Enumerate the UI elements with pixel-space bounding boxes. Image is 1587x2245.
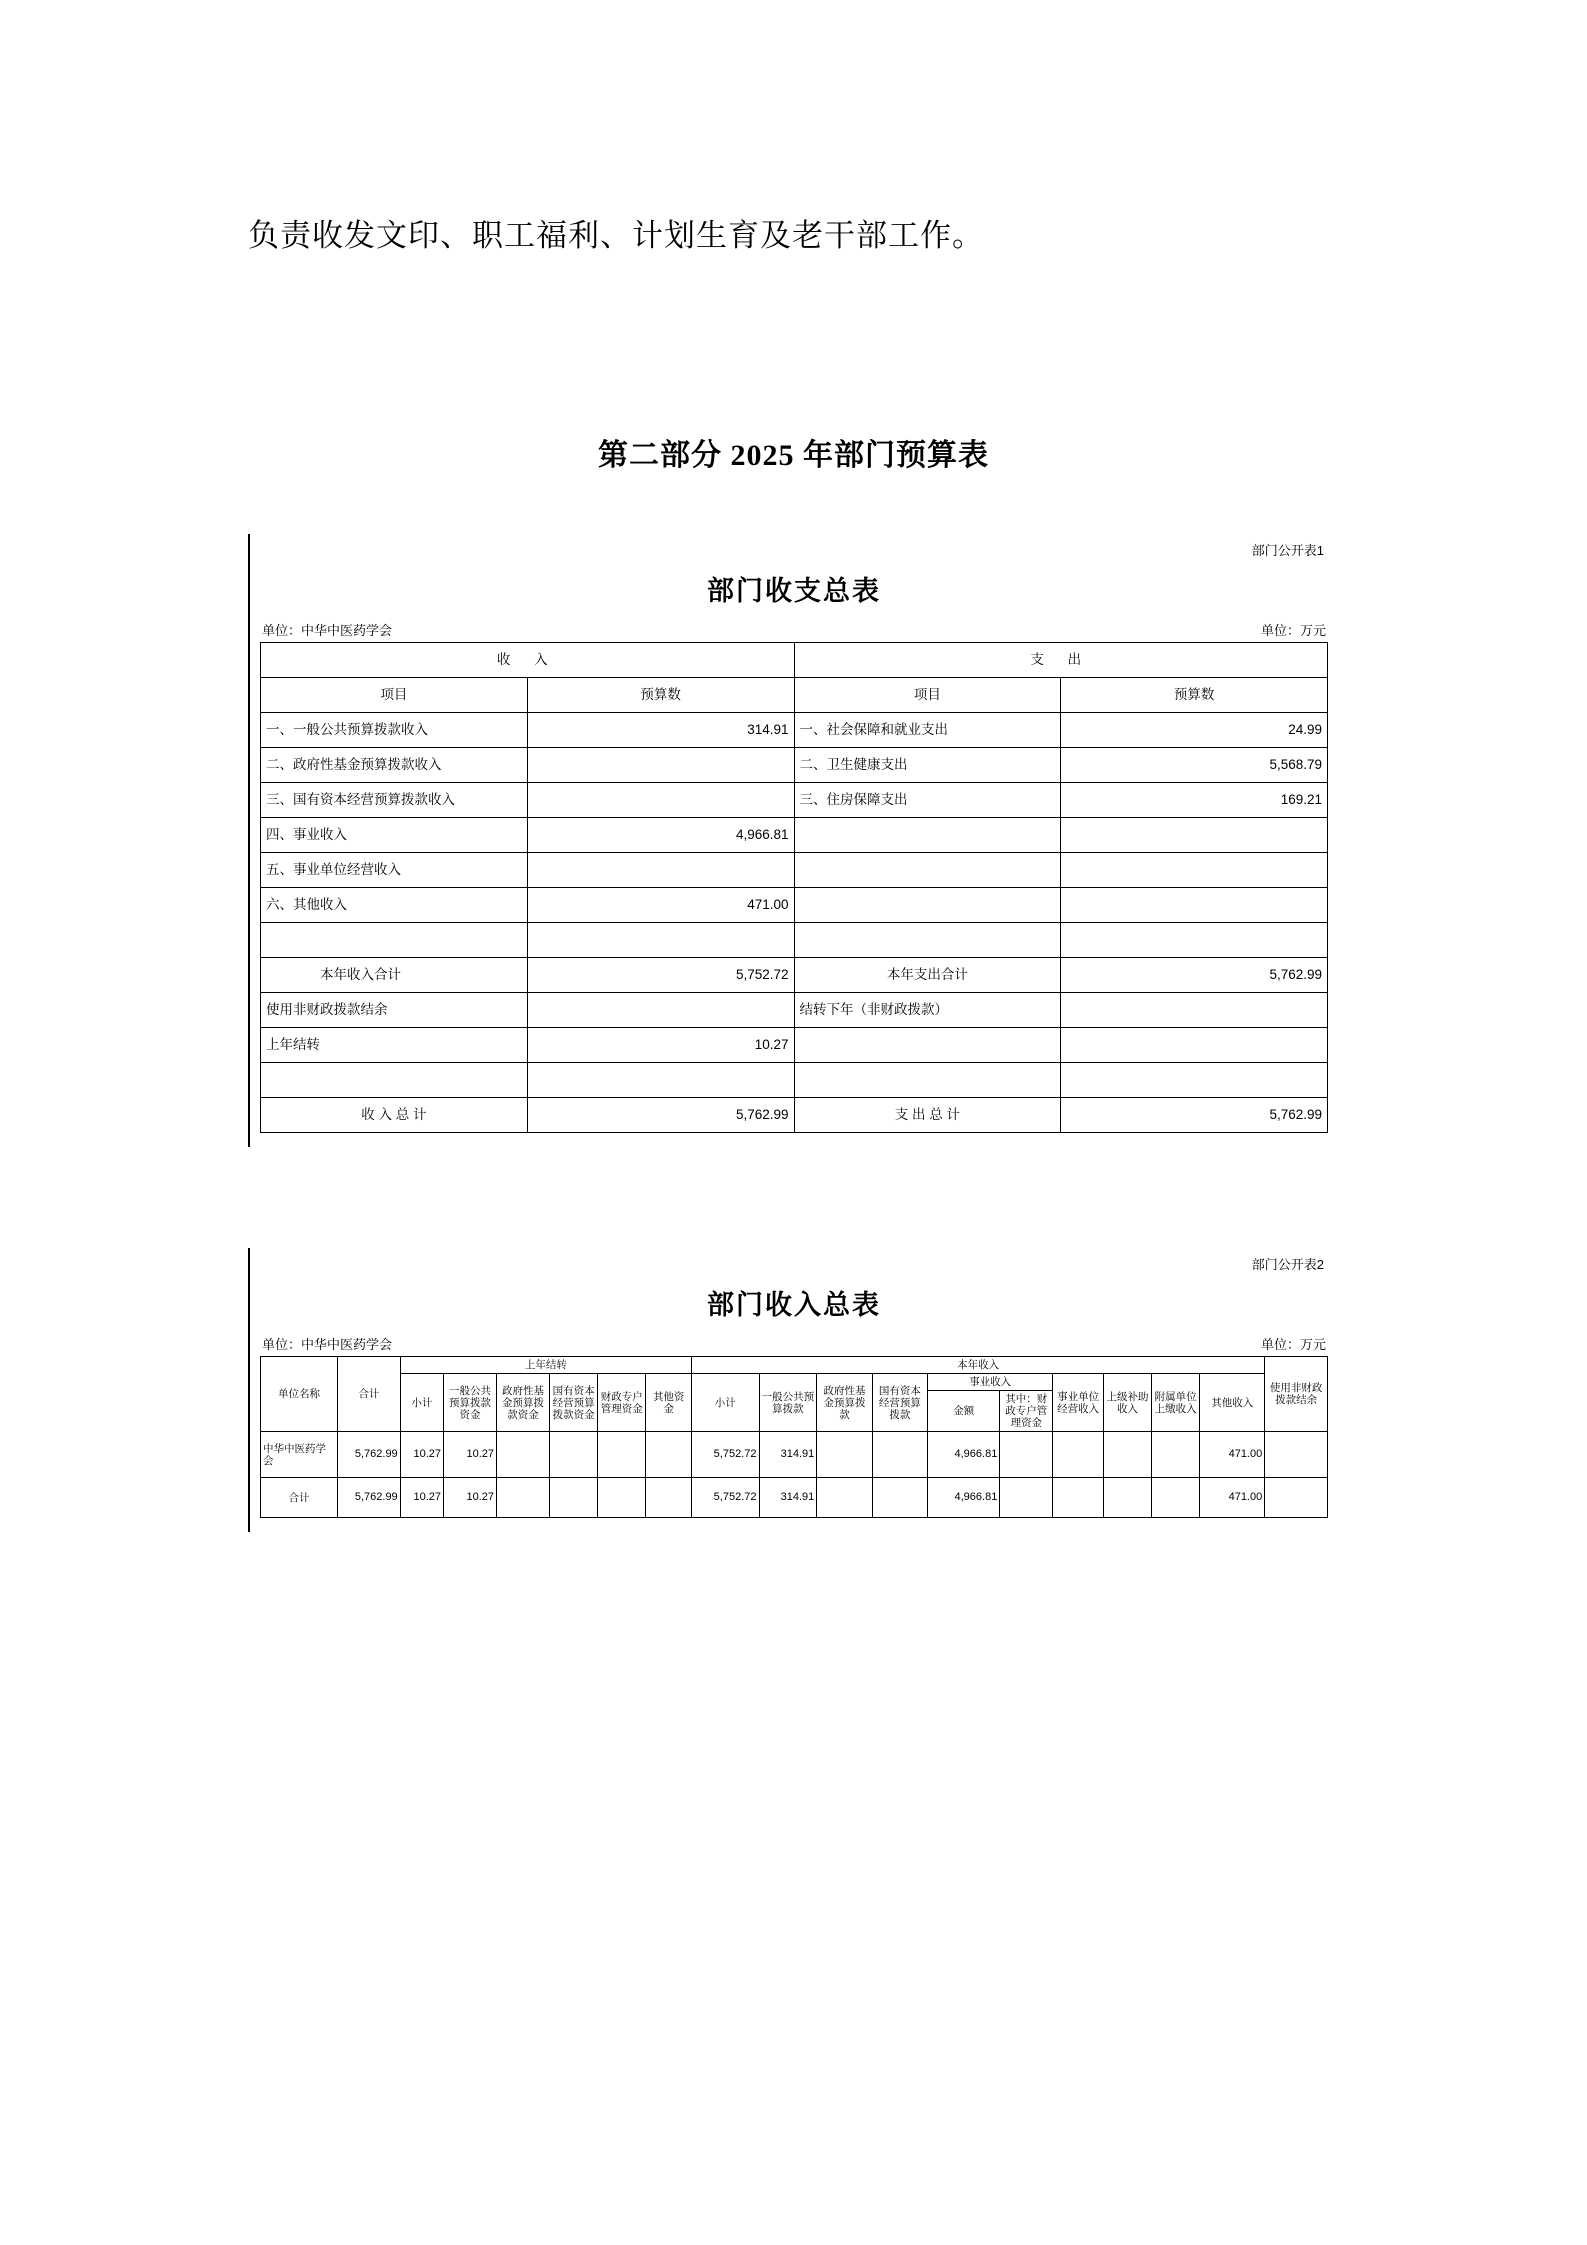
unit-name-label-1: 单位：中华中医药学会	[262, 623, 393, 638]
expense-value	[1061, 853, 1328, 888]
row-cur-general: 314.91	[759, 1478, 817, 1518]
header-carry-state-capital: 国有资本经营预算拨款资金	[550, 1374, 598, 1432]
row-use-nonfiscal	[1265, 1478, 1328, 1518]
header-carry-gov-fund: 政府性基金预算拨款资金	[497, 1374, 550, 1432]
row-carry-gov-fund	[497, 1478, 550, 1518]
table-row	[261, 1028, 1328, 1063]
income-item	[261, 1063, 528, 1098]
sheet-number-1: 部门公开表1	[1251, 543, 1324, 558]
row-affiliated-paid	[1152, 1478, 1200, 1518]
row-carry-fiscal-special	[598, 1432, 646, 1478]
row-carry-subtotal: 10.27	[400, 1432, 443, 1478]
income-item: 上年结转	[261, 1028, 528, 1063]
header-business-operating: 事业单位经营收入	[1053, 1374, 1104, 1432]
income-item: 二、政府性基金预算拨款收入	[261, 748, 528, 783]
row-cur-state-capital	[872, 1478, 927, 1518]
expense-item	[794, 1063, 1061, 1098]
intro-paragraph: 负责收发文印、职工福利、计划生育及老干部工作。	[248, 218, 984, 253]
expense-item-header: 项目	[794, 678, 1061, 713]
header-cur-state-capital: 国有资本经营预算拨款	[872, 1374, 927, 1432]
income-item: 五、事业单位经营收入	[261, 853, 528, 888]
income-summary-block	[248, 1248, 1338, 1532]
expense-item: 二、卫生健康支出	[794, 748, 1061, 783]
row-carry-general: 10.27	[444, 1478, 497, 1518]
income-item: 三、国有资本经营预算拨款收入	[261, 783, 528, 818]
header-use-nonfiscal: 使用非财政拨款结余	[1265, 1357, 1328, 1432]
table-row-subtotal	[261, 958, 1328, 993]
row-biz-amount: 4,966.81	[928, 1432, 1000, 1478]
table-row	[261, 783, 1328, 818]
row-unit-name: 中华中医药学会	[261, 1432, 338, 1478]
income-item: 一、一般公共预算拨款收入	[261, 713, 528, 748]
expense-value	[1061, 818, 1328, 853]
header-unit-name: 单位名称	[261, 1357, 338, 1432]
header-carryover-group: 上年结转	[400, 1357, 691, 1374]
table-row-total	[261, 1478, 1328, 1518]
expense-item: 本年支出合计	[794, 958, 1061, 993]
table-row	[261, 1063, 1328, 1098]
page-title: 第二部分 2025 年部门预算表	[598, 439, 989, 472]
income-summary-table	[260, 1356, 1328, 1518]
income-value	[527, 923, 794, 958]
row-biz-fiscal	[1000, 1478, 1053, 1518]
table-row-total	[261, 1098, 1328, 1133]
row-carry-state-capital	[550, 1478, 598, 1518]
expense-value: 5,762.99	[1061, 958, 1328, 993]
table-row	[261, 713, 1328, 748]
expense-value: 24.99	[1061, 713, 1328, 748]
expense-value	[1061, 1063, 1328, 1098]
unit-measure-label-2: 单位：万元	[1260, 1337, 1326, 1352]
income-item: 本年收入合计	[261, 958, 528, 993]
expense-value	[1061, 993, 1328, 1028]
row-cur-gov-fund	[817, 1432, 872, 1478]
row-total: 5,762.99	[338, 1432, 401, 1478]
expense-item	[794, 888, 1061, 923]
income-item: 四、事业收入	[261, 818, 528, 853]
row-total: 5,762.99	[338, 1478, 401, 1518]
sheet-title-2: 部门收入总表	[707, 1290, 881, 1320]
expense-group-header: 支 出	[794, 643, 1328, 678]
row-carry-subtotal: 10.27	[400, 1478, 443, 1518]
row-cur-subtotal: 5,752.72	[692, 1432, 759, 1478]
expense-item	[794, 853, 1061, 888]
income-value: 10.27	[527, 1028, 794, 1063]
income-budget-header: 预算数	[527, 678, 794, 713]
income-item: 使用非财政拨款结余	[261, 993, 528, 1028]
table-row	[261, 1432, 1328, 1478]
row-other-income: 471.00	[1200, 1478, 1265, 1518]
unit-name-label-2: 单位：中华中医药学会	[262, 1337, 393, 1352]
expense-value	[1061, 1028, 1328, 1063]
header-cur-gov-fund: 政府性基金预算拨款	[817, 1374, 872, 1432]
table-row	[261, 853, 1328, 888]
row-other-income: 471.00	[1200, 1432, 1265, 1478]
table-row	[261, 818, 1328, 853]
header-carry-general: 一般公共预算拨款资金	[444, 1374, 497, 1432]
sheet-title-1: 部门收支总表	[707, 576, 881, 606]
header-cur-general: 一般公共预算拨款	[759, 1374, 817, 1432]
expense-budget-header: 预算数	[1061, 678, 1328, 713]
header-business-amount: 金额	[928, 1391, 1000, 1432]
expense-value: 169.21	[1061, 783, 1328, 818]
header-affiliated-paid: 附属单位上缴收入	[1152, 1374, 1200, 1432]
row-superior-subsidy	[1103, 1478, 1151, 1518]
expense-item	[794, 923, 1061, 958]
expense-total-value: 5,762.99	[1061, 1098, 1328, 1133]
row-affiliated-paid	[1152, 1432, 1200, 1478]
row-cur-subtotal: 5,752.72	[692, 1478, 759, 1518]
row-biz-amount: 4,966.81	[928, 1478, 1000, 1518]
table-row	[261, 993, 1328, 1028]
income-item-header: 项目	[261, 678, 528, 713]
row-unit-name: 合计	[261, 1478, 338, 1518]
income-value	[527, 783, 794, 818]
row-biz-operating	[1053, 1478, 1104, 1518]
table-row	[261, 748, 1328, 783]
row-carry-other	[646, 1432, 692, 1478]
sheet-number-2: 部门公开表2	[1251, 1257, 1324, 1272]
row-cur-general: 314.91	[759, 1432, 817, 1478]
table-row	[261, 888, 1328, 923]
expense-item	[794, 1028, 1061, 1063]
row-carry-general: 10.27	[444, 1432, 497, 1478]
row-carry-fiscal-special	[598, 1478, 646, 1518]
income-item	[261, 923, 528, 958]
income-group-header: 收 入	[261, 643, 795, 678]
expense-item: 一、社会保障和就业支出	[794, 713, 1061, 748]
row-carry-gov-fund	[497, 1432, 550, 1478]
row-carry-state-capital	[550, 1432, 598, 1478]
header-carry-fiscal-special: 财政专户管理资金	[598, 1374, 646, 1432]
header-total: 合计	[338, 1357, 401, 1432]
income-value	[527, 1063, 794, 1098]
row-cur-gov-fund	[817, 1478, 872, 1518]
table-row-column-header	[261, 678, 1328, 713]
row-biz-fiscal	[1000, 1432, 1053, 1478]
income-item: 六、其他收入	[261, 888, 528, 923]
expense-value	[1061, 888, 1328, 923]
header-superior-subsidy: 上级补助收入	[1103, 1374, 1151, 1432]
budget-summary-table	[260, 642, 1328, 1133]
header-current-group: 本年收入	[692, 1357, 1265, 1374]
income-total-value: 5,762.99	[527, 1098, 794, 1133]
income-value: 314.91	[527, 713, 794, 748]
header-carry-other: 其他资金	[646, 1374, 692, 1432]
header-business-fiscal: 其中：财政专户管理资金	[1000, 1391, 1053, 1432]
table-row-group-header	[261, 643, 1328, 678]
expense-item	[794, 818, 1061, 853]
budget-summary-block	[248, 534, 1338, 1147]
row-superior-subsidy	[1103, 1432, 1151, 1478]
income-total-label: 收 入 总 计	[261, 1098, 528, 1133]
row-carry-other	[646, 1478, 692, 1518]
income-value	[527, 993, 794, 1028]
income-value: 5,752.72	[527, 958, 794, 993]
header-business-group: 事业收入	[928, 1374, 1053, 1391]
income-value	[527, 748, 794, 783]
income-value	[527, 853, 794, 888]
row-use-nonfiscal	[1265, 1432, 1328, 1478]
expense-value: 5,568.79	[1061, 748, 1328, 783]
table-row-header-1	[261, 1357, 1328, 1374]
expense-value	[1061, 923, 1328, 958]
row-biz-operating	[1053, 1432, 1104, 1478]
table-row	[261, 923, 1328, 958]
expense-item: 结转下年（非财政拨款）	[794, 993, 1061, 1028]
row-cur-state-capital	[872, 1432, 927, 1478]
income-value: 471.00	[527, 888, 794, 923]
header-other-income: 其他收入	[1200, 1374, 1265, 1432]
unit-measure-label-1: 单位：万元	[1260, 623, 1326, 638]
table-row-header-2	[261, 1374, 1328, 1391]
expense-item: 三、住房保障支出	[794, 783, 1061, 818]
header-carry-subtotal: 小计	[400, 1374, 443, 1432]
expense-total-label: 支 出 总 计	[794, 1098, 1061, 1133]
header-cur-subtotal: 小计	[692, 1374, 759, 1432]
income-value: 4,966.81	[527, 818, 794, 853]
